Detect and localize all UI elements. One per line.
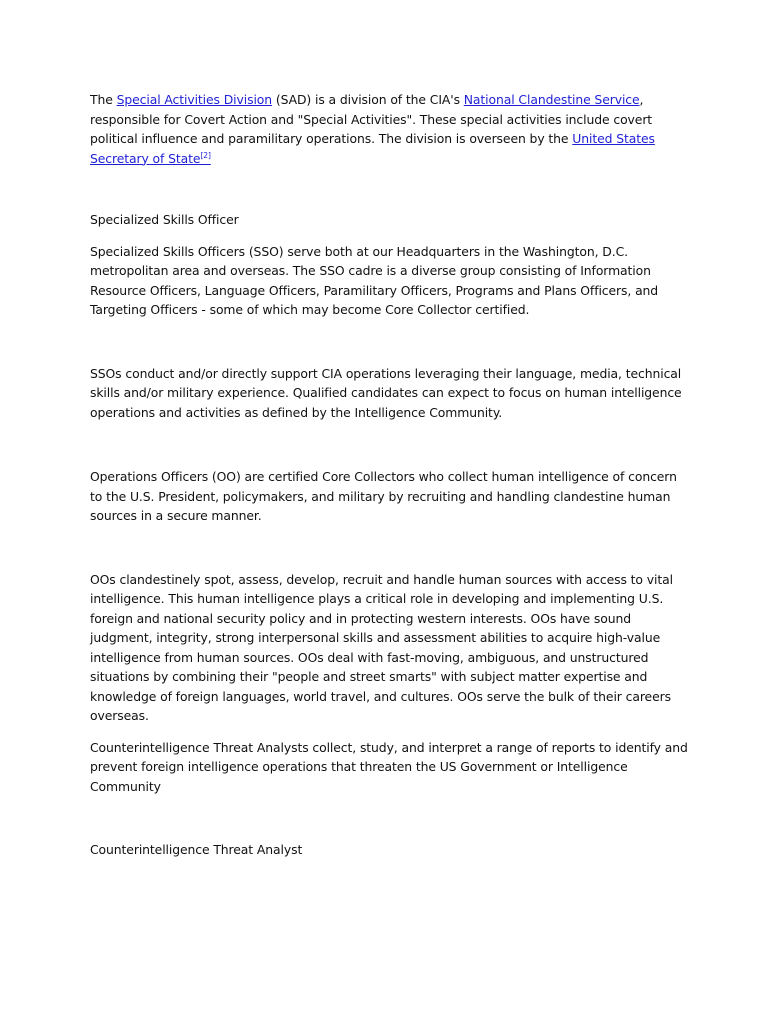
paragraph-ssos-operations: SSOs conduct and/or directly support CIA operations leveraging their language, media, technical skills and/or military experience. Qualified candidates can expect to focus on human intelligence operations and activities as defined by the Intelligence Community. [90,365,682,420]
paragraph-sso-description: Specialized Skills Officers (SSO) serve both at our Headquarters in the Washington, D.C. metropolitan area and overseas. The SSO cadre is a diverse group consisting of Information Resource Officers, Language Officers, Paramilitary Officers, Programs and Plans Officers, and Targeting Officers - some of which may become Core Collector certified. [90,243,659,317]
heading-counterintelligence-threat-analyst: Counterintelligence Threat Analyst [90,842,303,857]
paragraph-operations-officers: Operations Officers (OO) are certified Core Collectors who collect human intelligence of concern to the U.S. President, policymakers, and military by recruiting and handling clandestine human sources in a secure manner. [90,469,677,523]
intro-paragraph [90,90,690,168]
intro-text-3: , responsible for Covert Action and "Special Activities". These special activities include covert political influence and paramilitary operations. The division is overseen by the [90,92,653,146]
intro-text-1: The [90,92,117,107]
secretary-of-state-link-text: United States Secretary of State [90,131,655,166]
heading-specialized-skills-officer: Specialized Skills Officer [90,212,239,227]
national-clandestine-service-link[interactable]: National Clandestine Service [463,92,640,107]
paragraph-counterintelligence-analysts: Counterintelligence Threat Analysts collect, study, and interpret a range of reports to identify and prevent foreign intelligence operations that threaten the US Government or Intelligence Community [90,739,688,794]
reference-2: [2] [200,150,211,160]
intro-text-2: (SAD) is a division of the CIA's [272,92,464,107]
special-activities-division-link[interactable]: Special Activities Division [116,92,273,107]
document-page [90,90,690,860]
paragraph-oos-duties: OOs clandestinely spot, assess, develop, recruit and handle human sources with access to vital intelligence. This human intelligence plays a critical role in developing and implementing U.S. foreign and national security policy and in protecting western interests. OOs have sound judgment, integrity, strong interpersonal skills and assessment abilities to acquire high-value intelligence from human sources. OOs deal with fast-moving, ambiguous, and unstructured situations by combining their "people and street smarts" with subject matter expertise and knowledge of foreign languages, world travel, and cultures. OOs serve the bulk of their careers overseas. [90,571,673,723]
